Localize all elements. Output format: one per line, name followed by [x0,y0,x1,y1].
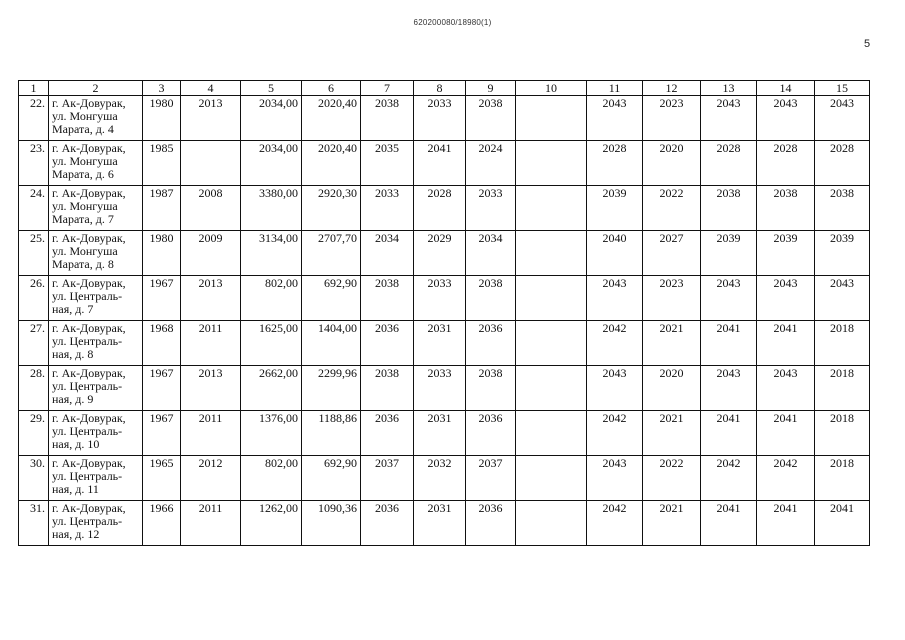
col-6-cell: 692,90 [302,276,361,321]
col-9-cell: 2036 [466,321,516,366]
col-14-cell: 2043 [757,276,815,321]
column-header-7: 7 [361,81,414,96]
col-13-cell: 2043 [701,366,757,411]
col-7-cell: 2034 [361,231,414,276]
col-5-cell: 1625,00 [241,321,302,366]
col-15-cell: 2018 [815,366,870,411]
col-10-cell [516,141,587,186]
col-8-cell: 2032 [414,456,466,501]
build-year-cell: 1968 [143,321,181,366]
table-row [19,366,870,411]
col-5-cell: 802,00 [241,456,302,501]
address-line: ул. Централь- [52,379,123,393]
col-13-cell: 2041 [701,501,757,546]
col-7-cell: 2036 [361,501,414,546]
col-13-cell: 2043 [701,96,757,141]
col-8-cell: 2033 [414,276,466,321]
col-14-cell: 2043 [757,96,815,141]
address-line: г. Ак-Довурак, [52,366,126,380]
address-line: г. Ак-Довурак, [52,276,126,290]
col-12-cell: 2023 [643,96,701,141]
col-11-cell: 2043 [587,96,643,141]
document-code: 620200080/18980(1) [413,18,492,27]
col-14-cell: 2043 [757,366,815,411]
col-13-cell: 2028 [701,141,757,186]
col-7-cell: 2038 [361,276,414,321]
col-14-cell: 2028 [757,141,815,186]
address-line: г. Ак-Довурак, [52,501,126,515]
row-number: 22. [19,96,49,141]
column-header-3: 3 [143,81,181,96]
col-5-cell: 3134,00 [241,231,302,276]
address-line: г. Ак-Довурак, [52,456,126,470]
page-number: 5 [864,38,871,50]
col-11-cell: 2042 [587,501,643,546]
build-year-cell: 1966 [143,501,181,546]
address-line: Марата, д. 4 [52,122,114,136]
address-line: ул. Централь- [52,289,123,303]
address-line: ная, д. 10 [52,437,100,451]
col-11-cell: 2042 [587,321,643,366]
row-number: 29. [19,411,49,456]
address-line: ная, д. 8 [52,347,94,361]
address-cell [49,96,143,141]
col-5-cell: 3380,00 [241,186,302,231]
address-line: ная, д. 11 [52,482,99,496]
col-6-cell: 692,90 [302,456,361,501]
col-8-cell: 2031 [414,501,466,546]
col-14-cell: 2041 [757,321,815,366]
col-7-cell: 2036 [361,411,414,456]
table-body [19,96,870,546]
col-13-cell: 2039 [701,231,757,276]
column-header-2: 2 [49,81,143,96]
col-15-cell: 2039 [815,231,870,276]
col-9-cell: 2024 [466,141,516,186]
column-header-14: 14 [757,81,815,96]
col-4-cell: 2013 [181,96,241,141]
address-line: г. Ак-Довурак, [52,231,126,245]
col-7-cell: 2033 [361,186,414,231]
col-9-cell: 2038 [466,96,516,141]
table-header [19,81,870,96]
col-7-cell: 2037 [361,456,414,501]
col-6-cell: 1188,86 [302,411,361,456]
address-cell [49,141,143,186]
address-line: г. Ак-Довурак, [52,96,126,110]
build-year-cell: 1967 [143,276,181,321]
column-header-5: 5 [241,81,302,96]
col-5-cell: 2034,00 [241,96,302,141]
column-header-4: 4 [181,81,241,96]
col-8-cell: 2041 [414,141,466,186]
address-cell [49,366,143,411]
col-14-cell: 2038 [757,186,815,231]
col-8-cell: 2031 [414,321,466,366]
col-6-cell: 2299,96 [302,366,361,411]
col-15-cell: 2043 [815,276,870,321]
col-13-cell: 2043 [701,276,757,321]
col-6-cell: 2020,40 [302,141,361,186]
address-line: ул. Централь- [52,334,123,348]
address-cell [49,231,143,276]
row-number: 24. [19,186,49,231]
table-row [19,186,870,231]
address-line: ул. Монгуша [52,199,118,213]
col-11-cell: 2043 [587,456,643,501]
col-8-cell: 2029 [414,231,466,276]
col-4-cell: 2013 [181,276,241,321]
housing-register-table [18,80,870,546]
col-4-cell: 2012 [181,456,241,501]
address-cell [49,321,143,366]
col-10-cell [516,366,587,411]
col-10-cell [516,186,587,231]
col-10-cell [516,501,587,546]
address-cell [49,276,143,321]
address-line: ул. Централь- [52,424,123,438]
address-cell [49,186,143,231]
col-4-cell: 2011 [181,501,241,546]
build-year-cell: 1980 [143,231,181,276]
col-12-cell: 2023 [643,276,701,321]
row-number: 30. [19,456,49,501]
col-5-cell: 2034,00 [241,141,302,186]
column-header-6: 6 [302,81,361,96]
table-row [19,141,870,186]
row-number: 26. [19,276,49,321]
col-6-cell: 2920,30 [302,186,361,231]
col-4-cell: 2008 [181,186,241,231]
col-13-cell: 2042 [701,456,757,501]
col-14-cell: 2042 [757,456,815,501]
row-number: 31. [19,501,49,546]
col-15-cell: 2038 [815,186,870,231]
address-line: г. Ак-Довурак, [52,321,126,335]
col-7-cell: 2038 [361,96,414,141]
col-9-cell: 2034 [466,231,516,276]
col-6-cell: 1090,36 [302,501,361,546]
col-12-cell: 2027 [643,231,701,276]
col-9-cell: 2037 [466,456,516,501]
col-8-cell: 2033 [414,96,466,141]
column-number-row [19,81,870,96]
col-5-cell: 2662,00 [241,366,302,411]
address-line: ная, д. 7 [52,302,94,316]
col-8-cell: 2031 [414,411,466,456]
col-10-cell [516,411,587,456]
address-line: ная, д. 9 [52,392,94,406]
col-4-cell: 2013 [181,366,241,411]
col-15-cell: 2018 [815,321,870,366]
column-header-13: 13 [701,81,757,96]
col-13-cell: 2038 [701,186,757,231]
build-year-cell: 1980 [143,96,181,141]
col-10-cell [516,321,587,366]
col-7-cell: 2036 [361,321,414,366]
col-15-cell: 2018 [815,456,870,501]
row-number: 23. [19,141,49,186]
col-10-cell [516,231,587,276]
build-year-cell: 1987 [143,186,181,231]
col-12-cell: 2021 [643,501,701,546]
col-14-cell: 2041 [757,501,815,546]
col-11-cell: 2043 [587,366,643,411]
build-year-cell: 1965 [143,456,181,501]
build-year-cell: 1967 [143,411,181,456]
col-10-cell [516,456,587,501]
table-row [19,231,870,276]
col-4-cell [181,141,241,186]
address-line: г. Ак-Довурак, [52,186,126,200]
col-4-cell: 2009 [181,231,241,276]
table-row [19,96,870,141]
column-header-1: 1 [19,81,49,96]
col-13-cell: 2041 [701,411,757,456]
address-line: г. Ак-Довурак, [52,411,126,425]
table-row [19,456,870,501]
col-11-cell: 2040 [587,231,643,276]
table-row [19,276,870,321]
col-11-cell: 2028 [587,141,643,186]
col-7-cell: 2035 [361,141,414,186]
column-header-15: 15 [815,81,870,96]
col-5-cell: 802,00 [241,276,302,321]
col-9-cell: 2036 [466,501,516,546]
col-10-cell [516,276,587,321]
col-9-cell: 2036 [466,411,516,456]
col-6-cell: 2020,40 [302,96,361,141]
col-10-cell [516,96,587,141]
col-14-cell: 2039 [757,231,815,276]
col-12-cell: 2022 [643,456,701,501]
col-15-cell: 2028 [815,141,870,186]
table-row [19,411,870,456]
address-line: ул. Монгуша [52,154,118,168]
col-6-cell: 2707,70 [302,231,361,276]
row-number: 27. [19,321,49,366]
col-5-cell: 1376,00 [241,411,302,456]
column-header-9: 9 [466,81,516,96]
col-15-cell: 2043 [815,96,870,141]
col-11-cell: 2043 [587,276,643,321]
col-8-cell: 2033 [414,366,466,411]
col-12-cell: 2022 [643,186,701,231]
column-header-11: 11 [587,81,643,96]
col-8-cell: 2028 [414,186,466,231]
column-header-8: 8 [414,81,466,96]
col-13-cell: 2041 [701,321,757,366]
col-15-cell: 2018 [815,411,870,456]
address-line: Марата, д. 7 [52,212,114,226]
row-number: 28. [19,366,49,411]
col-11-cell: 2039 [587,186,643,231]
col-14-cell: 2041 [757,411,815,456]
col-9-cell: 2038 [466,366,516,411]
col-4-cell: 2011 [181,321,241,366]
col-7-cell: 2038 [361,366,414,411]
address-cell [49,456,143,501]
build-year-cell: 1985 [143,141,181,186]
col-15-cell: 2041 [815,501,870,546]
address-line: ная, д. 12 [52,527,100,541]
address-line: Марата, д. 8 [52,257,114,271]
address-cell [49,411,143,456]
table-row [19,321,870,366]
col-9-cell: 2038 [466,276,516,321]
table-row [19,501,870,546]
col-9-cell: 2033 [466,186,516,231]
address-line: ул. Монгуша [52,244,118,258]
address-line: ул. Централь- [52,469,123,483]
col-4-cell: 2011 [181,411,241,456]
address-cell [49,501,143,546]
build-year-cell: 1967 [143,366,181,411]
address-line: г. Ак-Довурак, [52,141,126,155]
col-12-cell: 2021 [643,321,701,366]
col-5-cell: 1262,00 [241,501,302,546]
col-12-cell: 2021 [643,411,701,456]
col-11-cell: 2042 [587,411,643,456]
address-line: ул. Монгуша [52,109,118,123]
column-header-12: 12 [643,81,701,96]
address-line: ул. Централь- [52,514,123,528]
row-number: 25. [19,231,49,276]
col-6-cell: 1404,00 [302,321,361,366]
address-line: Марата, д. 6 [52,167,114,181]
col-12-cell: 2020 [643,366,701,411]
col-12-cell: 2020 [643,141,701,186]
column-header-10: 10 [516,81,587,96]
